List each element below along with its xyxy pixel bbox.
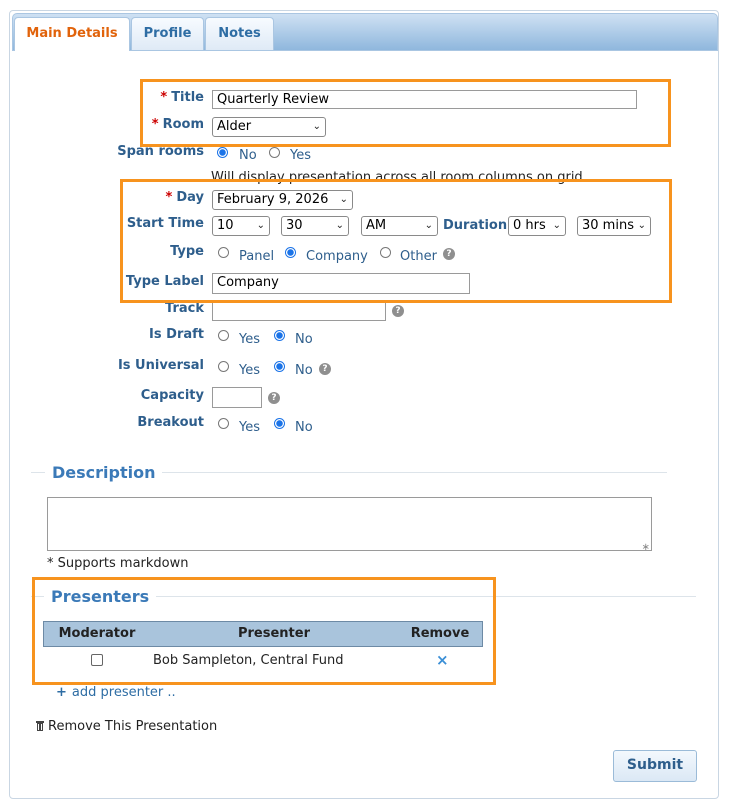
resize-handle-icon[interactable]: ∗ bbox=[641, 542, 650, 553]
is-draft-yes-label: Yes bbox=[239, 332, 260, 347]
chevron-down-icon: ⌄ bbox=[424, 220, 433, 231]
start-minute-select[interactable]: 30 ⌄ bbox=[281, 216, 349, 236]
breakout-no-radio[interactable] bbox=[274, 418, 285, 429]
help-icon[interactable]: ? bbox=[268, 392, 280, 404]
span-rooms-no-label: No bbox=[239, 148, 257, 163]
tab-notes[interactable]: Notes bbox=[205, 17, 274, 50]
span-rooms-hint: Will display presentation across all room columns on grid bbox=[211, 170, 583, 185]
track-input[interactable] bbox=[212, 300, 386, 321]
remove-presenter-icon[interactable]: × bbox=[436, 651, 449, 669]
column-header-moderator: Moderator bbox=[43, 621, 151, 647]
capacity-label: Capacity bbox=[140, 388, 204, 403]
is-universal-no-label: No bbox=[295, 363, 313, 378]
remove-presentation-link[interactable]: Remove This Presentation bbox=[35, 719, 217, 734]
type-panel-label: Panel bbox=[239, 249, 275, 264]
duration-label: Duration bbox=[443, 218, 508, 233]
help-icon[interactable]: ? bbox=[443, 248, 455, 260]
is-universal-no-radio[interactable] bbox=[274, 361, 285, 372]
title-label: * Title bbox=[160, 90, 204, 105]
chevron-down-icon: ⌄ bbox=[256, 220, 265, 231]
help-icon[interactable]: ? bbox=[392, 305, 404, 317]
type-company-label: Company bbox=[306, 249, 368, 264]
markdown-note: * Supports markdown bbox=[47, 556, 189, 571]
breakout-yes-radio[interactable] bbox=[218, 418, 229, 429]
chevron-down-icon: ⌄ bbox=[552, 220, 561, 231]
tab-profile[interactable]: Profile bbox=[131, 17, 204, 50]
column-header-presenter: Presenter bbox=[150, 621, 399, 647]
is-universal-label: Is Universal bbox=[117, 358, 204, 373]
chevron-down-icon: ⌄ bbox=[339, 194, 348, 205]
description-textarea[interactable] bbox=[47, 497, 652, 551]
add-presenter-link[interactable]: + add presenter .. bbox=[56, 685, 176, 700]
type-label-input[interactable]: Company bbox=[212, 273, 470, 294]
day-label: * Day bbox=[165, 190, 204, 205]
submit-button[interactable]: Submit bbox=[613, 750, 697, 782]
is-draft-label: Is Draft bbox=[149, 327, 204, 342]
type-label: Type bbox=[170, 244, 204, 259]
breakout-no-label: No bbox=[295, 420, 313, 435]
highlight-box bbox=[32, 577, 496, 685]
breakout-label: Breakout bbox=[137, 415, 204, 430]
start-hour-select[interactable]: 10 ⌄ bbox=[212, 216, 270, 236]
chevron-down-icon: ⌄ bbox=[335, 220, 344, 231]
span-rooms-label: Span rooms bbox=[117, 144, 204, 159]
is-universal-yes-radio[interactable] bbox=[218, 361, 229, 372]
plus-icon: + bbox=[56, 685, 67, 700]
chevron-down-icon: ⌄ bbox=[312, 121, 321, 132]
type-label-field-label: Type Label bbox=[125, 274, 204, 289]
capacity-input[interactable] bbox=[212, 387, 262, 408]
span-rooms-no-radio[interactable] bbox=[217, 147, 228, 158]
trash-icon bbox=[35, 720, 45, 731]
room-label: * Room bbox=[151, 117, 204, 132]
is-draft-no-label: No bbox=[295, 332, 313, 347]
start-ampm-select[interactable]: AM ⌄ bbox=[361, 216, 438, 236]
is-universal-yes-label: Yes bbox=[239, 363, 260, 378]
span-rooms-yes-radio[interactable] bbox=[269, 147, 280, 158]
presenter-name: Bob Sampleton, Central Fund bbox=[153, 653, 344, 668]
room-select[interactable]: Alder ⌄ bbox=[212, 117, 326, 137]
chevron-down-icon: ⌄ bbox=[637, 220, 646, 231]
help-icon[interactable]: ? bbox=[319, 363, 331, 375]
span-rooms-yes-label: Yes bbox=[290, 148, 311, 163]
day-select[interactable]: February 9, 2026 ⌄ bbox=[212, 190, 353, 210]
track-label: Track bbox=[165, 301, 204, 316]
presenters-legend: Presenters bbox=[44, 587, 156, 606]
duration-hours-select[interactable]: 0 hrs ⌄ bbox=[508, 216, 566, 236]
breakout-yes-label: Yes bbox=[239, 420, 260, 435]
description-legend: Description bbox=[45, 463, 162, 482]
duration-minutes-select[interactable]: 30 mins ⌄ bbox=[577, 216, 651, 236]
is-draft-no-radio[interactable] bbox=[274, 330, 285, 341]
title-input[interactable]: Quarterly Review bbox=[212, 90, 637, 109]
column-header-remove: Remove bbox=[398, 621, 483, 647]
start-time-label: Start Time bbox=[126, 216, 204, 231]
is-draft-yes-radio[interactable] bbox=[218, 330, 229, 341]
type-other-label: Other bbox=[400, 249, 437, 264]
tab-main-details[interactable]: Main Details bbox=[14, 17, 130, 51]
highlight-box bbox=[120, 179, 672, 303]
highlight-box bbox=[140, 79, 671, 147]
